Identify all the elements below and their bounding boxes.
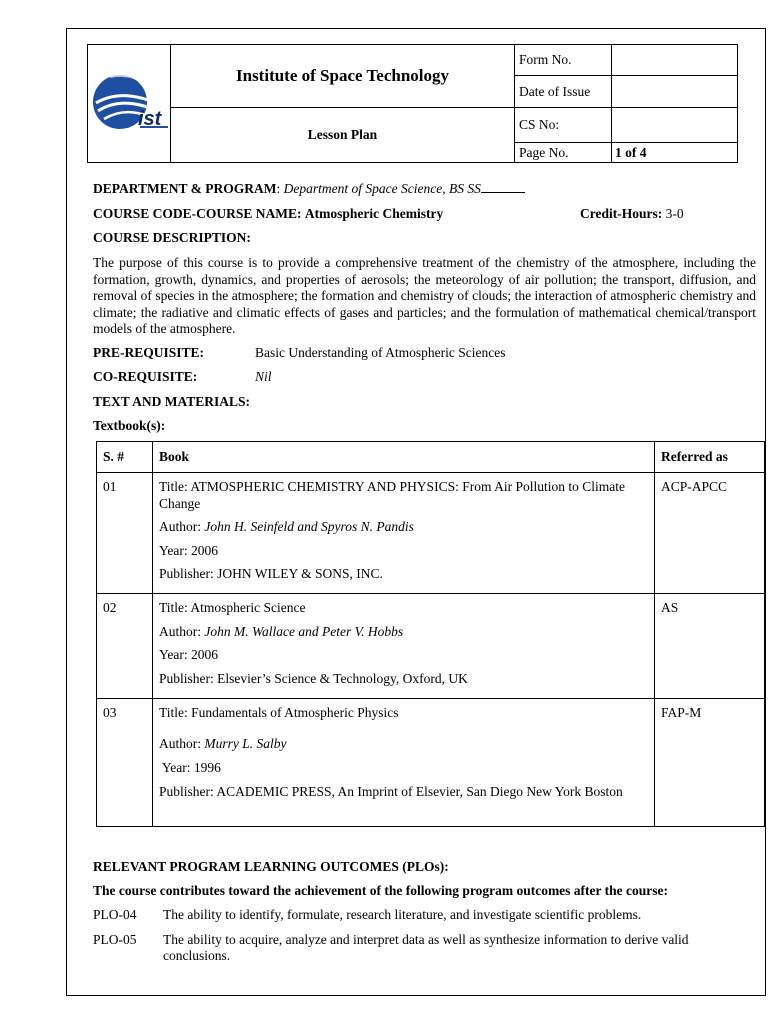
text-materials-heading: TEXT AND MATERIALS: (93, 394, 251, 409)
book-sn: 02 (97, 594, 153, 699)
date-of-issue-label: Date of Issue (515, 76, 612, 108)
book-title: Title: ATMOSPHERIC CHEMISTRY AND PHYSICS: From Air Pollution to Climate Change (159, 479, 625, 511)
book-publisher: Publisher: Elsevier’s Science & Technology, Oxford, UK (159, 670, 468, 686)
plo-text: The ability to identify, formulate, research literature, and investigate scientific problems. (163, 907, 642, 922)
plo-code: PLO-05 (93, 932, 137, 947)
course-label: COURSE CODE-COURSE NAME: (93, 206, 302, 221)
ist-logo (88, 45, 170, 158)
table-row (97, 473, 765, 594)
course-name: Atmospheric Chemistry (304, 206, 444, 221)
book-author: Author: Murry L. Salby (159, 735, 287, 751)
credit-hours (580, 206, 684, 222)
book-title: Title: Atmospheric Science (159, 600, 306, 615)
document-header (87, 44, 738, 163)
book-sn: 01 (97, 473, 153, 594)
prerequisite-label: PRE-REQUISITE: (93, 345, 205, 360)
form-no-label: Form No. (515, 45, 612, 76)
table-header-row (97, 442, 765, 473)
prerequisite-line (93, 345, 505, 361)
col-header-referred-as: Referred as (655, 442, 765, 473)
department-line: DEPARTMENT & PROGRAM: Department of Space Science, BS SS (93, 181, 525, 197)
plos-heading: RELEVANT PROGRAM LEARNING OUTCOMES (PLOs): (93, 859, 449, 874)
logo-cell (88, 45, 171, 163)
institute-cell (171, 45, 515, 108)
department-label: DEPARTMENT & PROGRAM (93, 181, 277, 196)
corequisite-line (93, 369, 272, 385)
book-publisher: Publisher: JOHN WILEY & SONS, INC. (159, 566, 383, 581)
corequisite-label: CO-REQUISITE: (93, 369, 198, 384)
book-title: Title: Fundamentals of Atmospheric Physics (159, 705, 399, 720)
book-details (153, 473, 655, 594)
plo-item (93, 932, 758, 964)
book-ref: FAP-M (655, 699, 765, 827)
book-sn: 03 (97, 699, 153, 827)
credit-hours-value: 3-0 (665, 206, 684, 221)
course-description-heading: COURSE DESCRIPTION: (93, 230, 251, 245)
col-header-sn: S. # (97, 442, 153, 473)
prerequisite-value: Basic Understanding of Atmospheric Sciences (255, 345, 506, 360)
book-year: Year: 2006 (159, 647, 219, 662)
form-no-value (612, 45, 738, 76)
course-description-text: The purpose of this course is to provide a comprehensive treatment of the chemistry of the atmosphere, including the formation, growth, dynamics, and properties of aerosols; the meteorology of air pollution; the transport, diffusion, and removal of species in the atmosphere; the formation and chemistry of clouds; the interaction of atmospheric chemistry and climate; the radiative and climatic effects of gases and particles; and the formulation of mathematical chemical/transport models of the atmosphere. (93, 255, 756, 337)
department-value: Department of Space Science, BS SS (283, 181, 481, 196)
book-ref: AS (655, 594, 765, 699)
doc-type-cell (171, 108, 515, 163)
book-year: Year: 1996 (159, 760, 221, 775)
book-publisher: Publisher: ACADEMIC PRESS, An Imprint of Elsevier, San Diego New York Boston (159, 783, 623, 799)
logo-text: ist (138, 108, 162, 130)
corequisite-value: Nil (255, 369, 272, 384)
textbooks-table (96, 441, 765, 827)
book-details (153, 699, 655, 827)
book-ref: ACP-APCC (655, 473, 765, 594)
book-details (153, 594, 655, 699)
course-line (93, 206, 756, 222)
doc-type: Lesson Plan (307, 127, 378, 142)
date-of-issue-value (612, 76, 738, 108)
institute-name: Institute of Space Technology (236, 66, 449, 85)
col-header-book: Book (153, 442, 655, 473)
book-author: Author: John H. Seinfeld and Spyros N. Pandis (159, 519, 414, 534)
cs-no-label: CS No: (515, 108, 612, 143)
plo-item (93, 907, 758, 923)
plos-intro: The course contributes toward the achievement of the following program outcomes after the course: (93, 883, 669, 898)
plo-text: The ability to acquire, analyze and interpret data as well as synthesize information to derive valid conclusions. (163, 932, 689, 963)
cs-no-value (612, 108, 738, 143)
page-no-value: 1 of 4 (612, 143, 738, 163)
book-year: Year: 2006 (159, 542, 219, 558)
book-author: Author: John M. Wallace and Peter V. Hobbs (159, 623, 404, 639)
plo-code: PLO-04 (93, 907, 137, 922)
table-row (97, 594, 765, 699)
textbooks-heading: Textbook(s): (93, 418, 166, 433)
page-no-label: Page No. (515, 143, 612, 163)
credit-hours-label: Credit-Hours: (580, 206, 663, 221)
table-row (97, 699, 765, 827)
